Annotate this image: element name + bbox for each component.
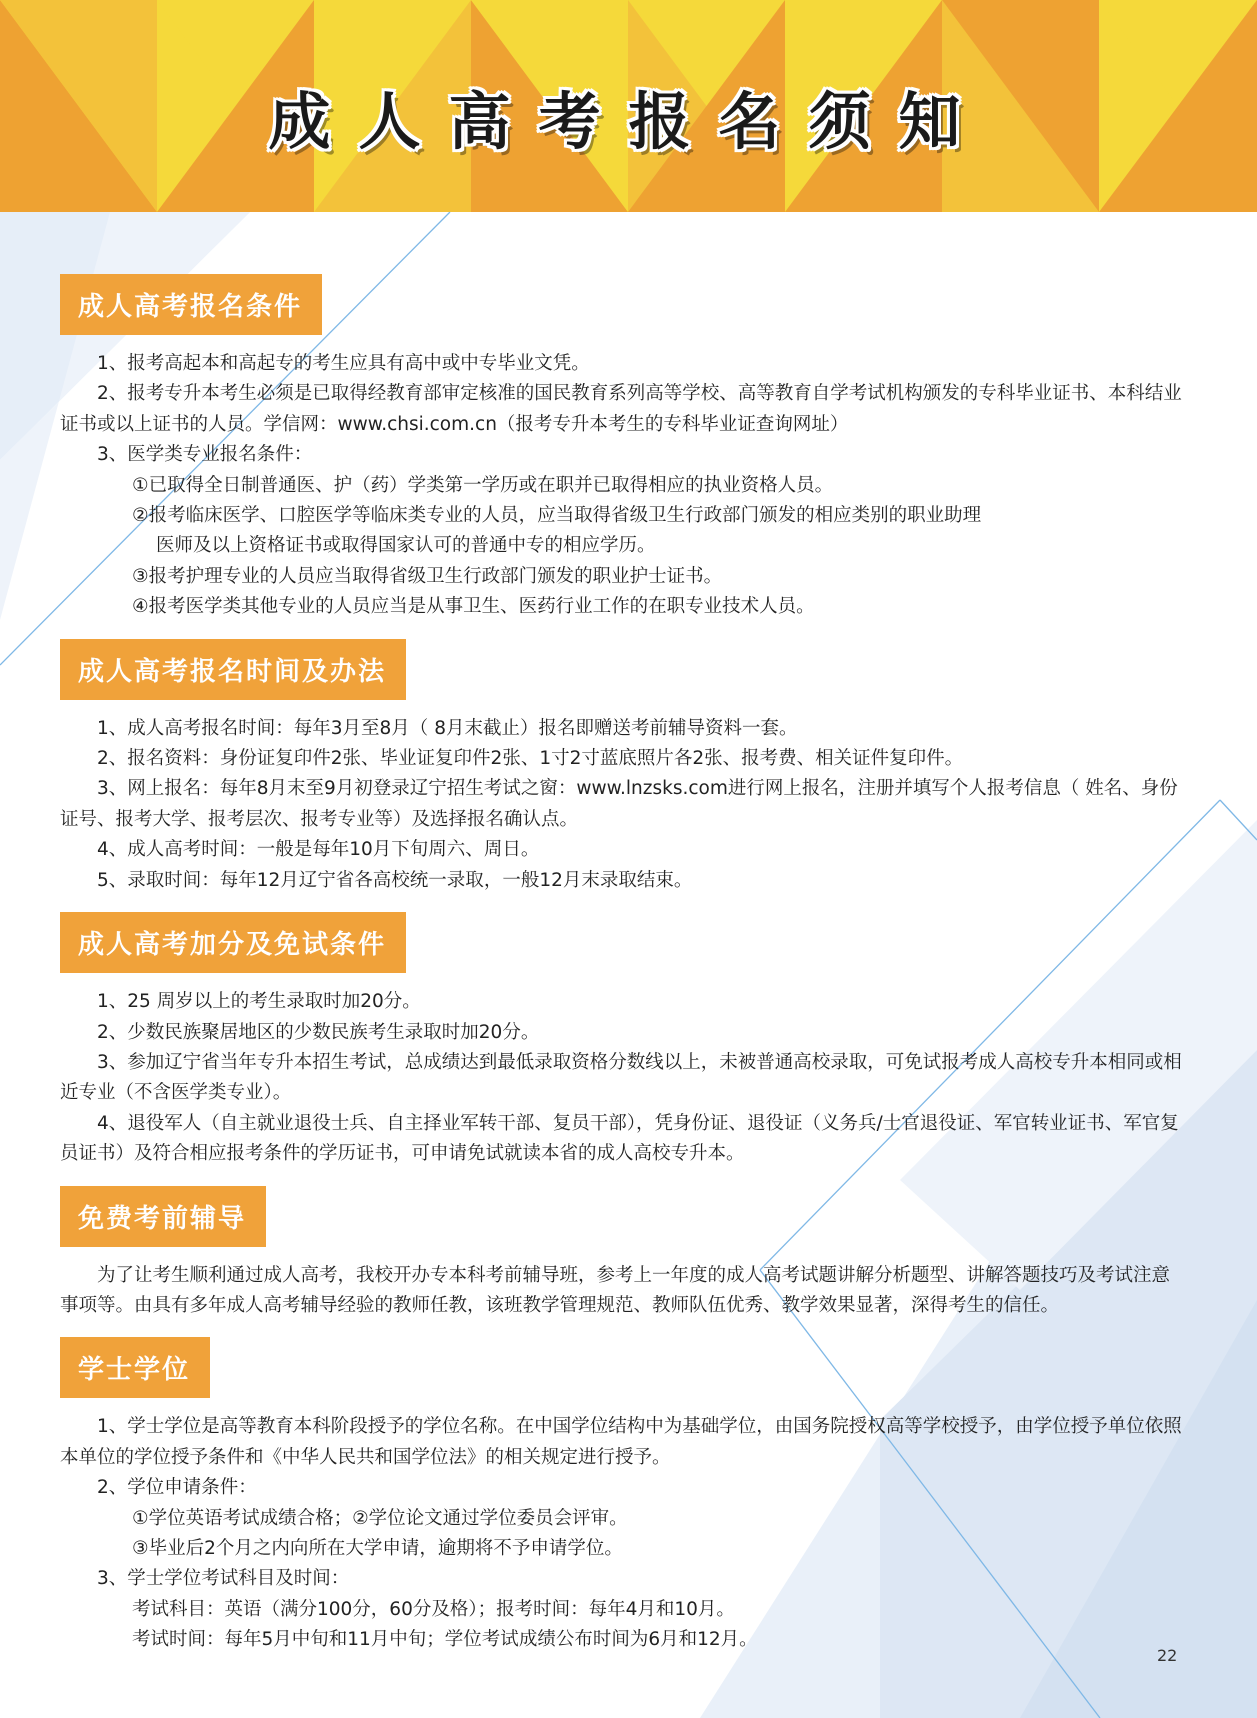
paragraph: 医师及以上资格证书或取得国家认可的普通中专的相应学历。 <box>156 535 656 557</box>
paragraph: 2、学位申请条件： <box>97 1477 257 1499</box>
paragraph: 2、报名资料：身份证复印件2张、毕业证复印件2张、1寸2寸蓝底照片各2张、报考费、相关证件复印件。 <box>97 748 964 770</box>
paragraph: ①已取得全日制普通医、护（药）学类第一学历或在职并已取得相应的执业资格人员。 <box>132 474 834 496</box>
main-content <box>60 274 1182 1672</box>
section-free-tutoring <box>60 1186 1182 1322</box>
section-heading: 学士学位 <box>60 1337 210 1398</box>
paragraph: 1、学士学位是高等教育本科阶段授予的学位名称。在中国学位结构中为基础学位，由国务院授权高等学校授予，由学位授予单位依照本单位的学位授予条件和《中华人民共和国学位法》的相关规定进行授予。 <box>60 1416 1182 1468</box>
paragraph: 考试科目：英语（满分100分，60分及格）；报考时间：每年4月和10月。 <box>132 1598 735 1620</box>
section-registration-conditions <box>60 274 1182 623</box>
paragraph: ①学位英语考试成绩合格；②学位论文通过学位委员会评审。 <box>132 1507 628 1529</box>
paragraph: 为了让考生顺利通过成人高考，我校开办专本科考前辅导班，参考上一年度的成人高考试题讲解分析题型、讲解答题技巧及考试注意事项等。由具有多年成人高考辅导经验的教师任教，该班教学管理规范、教师队伍优秀、教学效果显著，深得考生的信任。 <box>60 1264 1171 1316</box>
paragraph: 2、报考专升本考生必须是已取得经教育部审定核准的国民教育系列高等学校、高等教育自学考试机构颁发的专科毕业证书、本科结业证书或以上证书的人员。学信网：www.chsi.com.cn（报考专升本考生的专科毕业证查询网址） <box>60 383 1182 435</box>
paragraph: 1、25 周岁以上的考生录取时加20分。 <box>97 991 421 1013</box>
paragraph: ③报考护理专业的人员应当取得省级卫生行政部门颁发的职业护士证书。 <box>132 565 723 587</box>
page-number: 22 <box>1157 1646 1178 1665</box>
paragraph: 2、少数民族聚居地区的少数民族考生录取时加20分。 <box>97 1021 540 1043</box>
section-bonus-exemption <box>60 912 1182 1169</box>
paragraph: 1、报考高起本和高起专的考生应具有高中或中专毕业文凭。 <box>97 353 590 374</box>
page-title: 成人高考报名须知 <box>268 85 989 158</box>
section-heading: 成人高考报名条件 <box>60 274 322 335</box>
paragraph: 考试时间：每年5月中旬和11月中旬；学位考试成绩公布时间为6月和12月。 <box>132 1629 758 1651</box>
paragraph: 4、成人高考时间：一般是每年10月下旬周六、周日。 <box>97 839 540 861</box>
section-heading: 成人高考报名时间及办法 <box>60 639 406 700</box>
paragraph: ②报考临床医学、口腔医学等临床类专业的人员，应当取得省级卫生行政部门颁发的相应类别的职业助理 <box>132 505 982 527</box>
paragraph: ③毕业后2个月之内向所在大学申请，逾期将不予申请学位。 <box>132 1537 623 1559</box>
section-heading: 成人高考加分及免试条件 <box>60 912 406 973</box>
paragraph: 4、退役军人（自主就业退役士兵、自主择业军转干部、复员干部），凭身份证、退役证（义务兵/士官退役证、军官转业证书、军官复员证书）及符合相应报考条件的学历证书，可申请免试就读本省的成人高校专升本。 <box>60 1112 1179 1165</box>
paragraph: 5、录取时间：每年12月辽宁省各高校统一录取，一般12月末录取结束。 <box>97 869 693 891</box>
section-registration-time <box>60 639 1182 896</box>
paragraph: 3、网上报名：每年8月末至9月初登录辽宁招生考试之窗：www.lnzsks.com进行网上报名，注册并填写个人报考信息（ 姓名、身份证号、报考大学、报考层次、报考专业等）及选择报名确认点。 <box>60 778 1178 830</box>
paragraph: 3、医学类专业报名条件： <box>97 444 313 466</box>
paragraph: 3、学士学位考试科目及时间： <box>97 1568 350 1590</box>
section-heading: 免费考前辅导 <box>60 1186 266 1247</box>
paragraph: ④报考医学类其他专业的人员应当是从事卫生、医药行业工作的在职专业技术人员。 <box>132 596 815 618</box>
paragraph: 1、成人高考报名时间：每年3月至8月（ 8月末截止）报名即赠送考前辅导资料一套。 <box>97 717 798 739</box>
section-bachelor-degree <box>60 1337 1182 1655</box>
paragraph: 3、参加辽宁省当年专升本招生考试，总成绩达到最低录取资格分数线以上，未被普通高校录取，可免试报考成人高校专升本相同或相近专业（不含医学类专业）。 <box>60 1051 1182 1104</box>
